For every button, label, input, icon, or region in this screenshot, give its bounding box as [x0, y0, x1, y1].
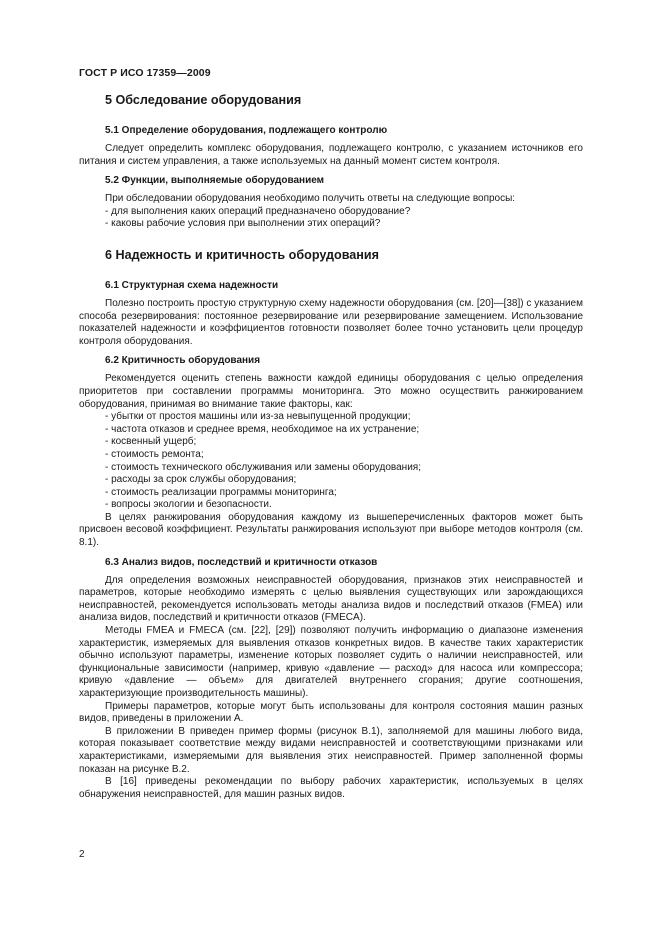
section-6-2-paragraph-1: Рекомендуется оценить степень важности каждой единицы оборудования с целью определения приоритетов при составлении программы мониторинга. Это можно осуществить ранжированием оборудования, принимая во внимание такие факторы, как: — [79, 373, 583, 410]
section-6-3-paragraph-3: Примеры параметров, которые могут быть использованы для контроля состояния машин разных видов, приведены в приложении А. — [79, 700, 583, 725]
section-6-1-paragraph: Полезно построить простую структурную схему надежности оборудования (см. [20]—[38]) с указанием способа резервирования: постоянное резервирование или резервирование замещением. Использование показателей надежности и коэффициентов готовности позволяет более точно установить цели процедур контроля оборудования. — [79, 297, 583, 347]
list-item: - каковы рабочие условия при выполнении этих операций? — [105, 218, 381, 230]
list-item: - вопросы экологии и безопасности. — [105, 499, 272, 511]
list-item: - для выполнения каких операций предназначено оборудование? — [105, 205, 411, 217]
list-item: - стоимость реализации программы мониторинга; — [105, 486, 337, 498]
list-item: - расходы за срок службы оборудования; — [105, 474, 297, 486]
document-body — [79, 92, 583, 801]
list-item: - убытки от простоя машины или из-за невыпущенной продукции; — [105, 411, 411, 423]
list-item: - косвенный ущерб; — [105, 436, 197, 448]
list-item: - частота отказов и среднее время, необходимое на их устранение; — [105, 423, 420, 435]
section-6-2-title: 6.2 Критичность оборудования — [105, 355, 261, 367]
list-item: - стоимость ремонта; — [105, 448, 204, 460]
list-item: - стоимость технического обслуживания или замены оборудования; — [105, 461, 421, 473]
section-6-3-paragraph-1: Для определения возможных неисправностей оборудования, признаков этих неисправностей и параметров, которые необходимо измерять с целью выявления существующих или зарождающихся неисправностей, рекомендуется использовать методы анализа видов и последствий отказов (FMEA) или анализа видов, последствий и критичности отказов (FMECA). — [79, 574, 583, 624]
document-header: ГОСТ Р ИСО 17359—2009 — [79, 67, 211, 79]
page-number: 2 — [79, 849, 85, 860]
section-6-1-title: 6.1 Структурная схема надежности — [105, 279, 279, 291]
section-5-2-paragraph: При обследовании оборудования необходимо получить ответы на следующие вопросы: — [105, 193, 516, 205]
section-5-1-title: 5.1 Определение оборудования, подлежащего контролю — [105, 125, 388, 136]
section-6-3-paragraph-5: В [16] приведены рекомендации по выбору рабочих характеристик, используемых в целях обнаружения неисправностей, для машин разных видов. — [79, 776, 583, 800]
section-6-3-paragraph-2: Методы FMEA и FMECA (см. [22], [29]) позволяют получить информацию о диапазоне изменения характеристик, измеряемых для выявления отказов конкретных видов. В качестве таких характеристик обычно используют параметры, изменение которых позволяет судить о наличии неисправностей, или функциональные зависимости (например, кривую «давление — расход» для насоса или компрессора; кривую «давление — объем» для двигателей внутреннего сгорания; другие соотношения, характеризующие производительность машины). — [79, 625, 583, 699]
section-6-2-paragraph-2: В целях ранжирования оборудования каждому из вышеперечисленных факторов может быть присвоен весовой коэффициент. Результаты ранжирования используют при выборе методов контроля (см. 8.1). — [79, 511, 583, 549]
section-6-3-paragraph-4: В приложении В приведен пример формы (рисунок В.1), заполняемой для машины любого вида, которая показывает соответствие между видами неисправностей и соответствующими признаками или характеристиками, измеряемыми для выявления этих неисправностей. Пример заполненной формы показан на рисунке В.2. — [79, 725, 583, 775]
section-5-title: 5 Обследование оборудования — [105, 93, 302, 107]
section-5-1-paragraph: Следует определить комплекс оборудования, подлежащего контролю, с указанием источников его питания и систем управления, а также используемых на данный момент систем контроля. — [79, 143, 583, 167]
section-5-2-title: 5.2 Функции, выполняемые оборудованием — [105, 175, 325, 187]
section-6-title: 6 Надежность и критичность оборудования — [105, 247, 379, 262]
section-6-3-title: 6.3 Анализ видов, последствий и критичности отказов — [105, 556, 378, 568]
